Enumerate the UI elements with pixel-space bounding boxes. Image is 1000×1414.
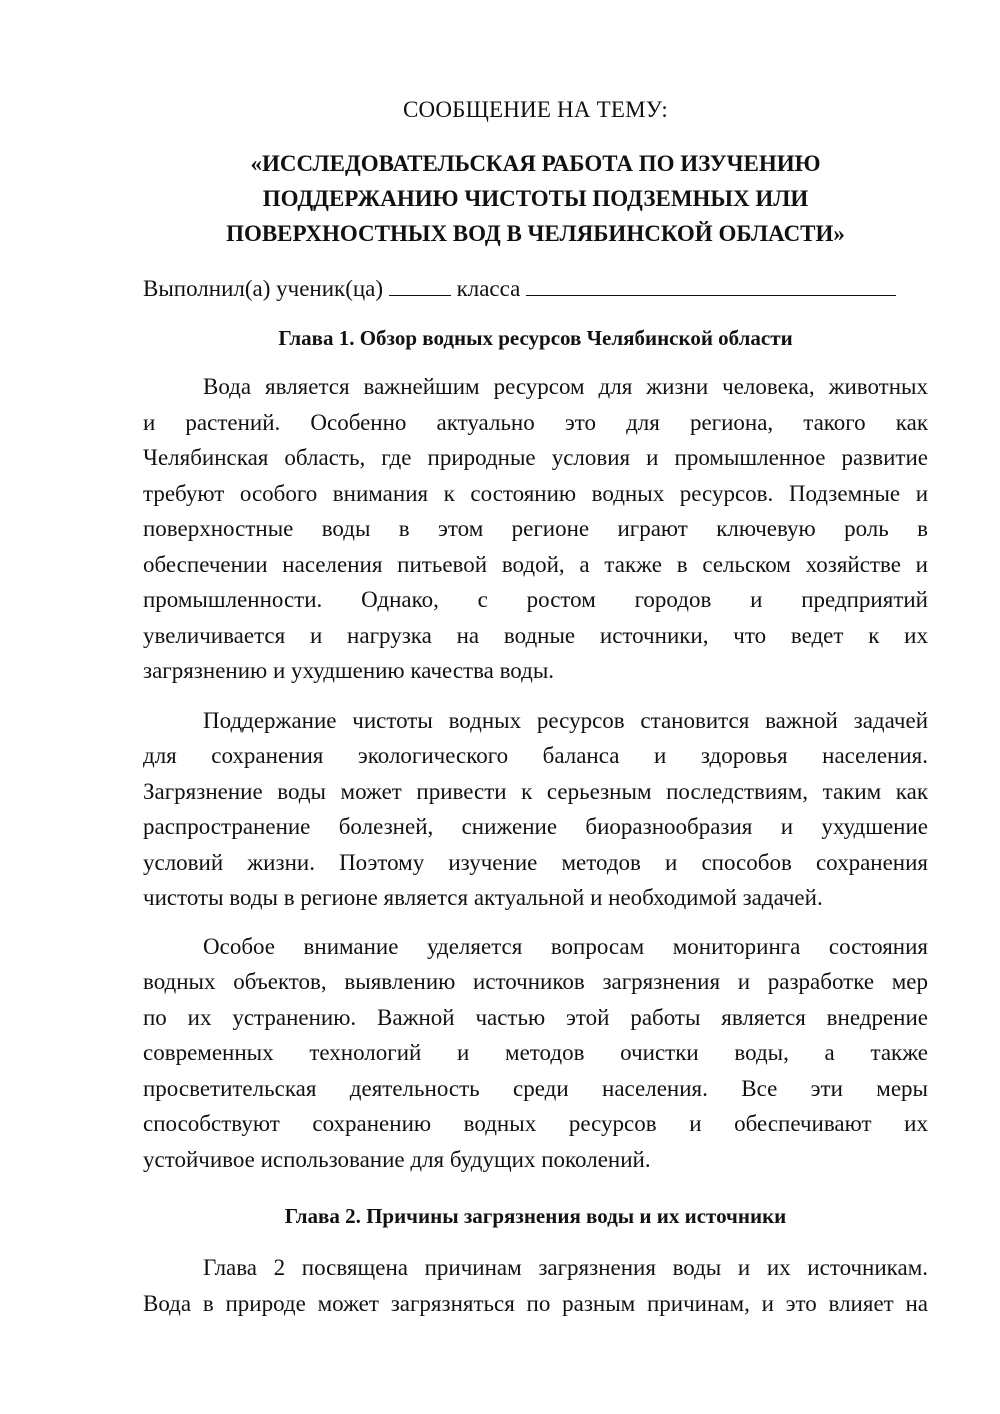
document-page [143, 92, 928, 1321]
paragraph-line: Особое внимание уделяется вопросам мониторинга состояния [203, 933, 928, 959]
paragraph-line: Вода является важнейшим ресурсом для жизни человека, животных [203, 374, 928, 399]
paragraph [143, 703, 928, 916]
paragraph-line: распространение болезней, снижение биоразнообразия и ухудшение [143, 814, 928, 839]
document-title [143, 146, 928, 251]
paragraph [143, 929, 928, 1178]
paragraph-line: и растений. Особенно актуально это для региона, такого как [143, 409, 928, 435]
chapter-2-heading: Глава 2. Причины загрязнения воды и их источники [284, 1204, 787, 1228]
paragraph-line: Загрязнение воды может привести к серьезным последствиям, таким как [143, 778, 928, 804]
paragraph-line: современных технологий и методов очистки воды, а также [143, 1040, 928, 1065]
paragraph-line: требуют особого внимания к состоянию водных ресурсов. Подземные и [143, 480, 928, 506]
document-header: СООБЩЕНИЕ НА ТЕМУ: [403, 97, 668, 122]
paragraph-line: способствуют сохранению водных ресурсов и обеспечивают их [143, 1111, 928, 1136]
chapter-1-heading: Глава 1. Обзор водных ресурсов Челябинской области [278, 326, 793, 350]
paragraph [143, 369, 928, 689]
paragraph-line: чистоты воды в регионе является актуальной и необходимой задачей. [143, 885, 823, 910]
paragraph-line: для сохранения экологического баланса и здоровья населения. [143, 743, 928, 768]
title-line: ПОДДЕРЖАНИЮ ЧИСТОТЫ ПОДЗЕМНЫХ ИЛИ [262, 186, 809, 211]
paragraph-line: устойчивое использование для будущих поколений. [143, 1146, 651, 1172]
paragraph-line: водных объектов, выявлению источников загрязнения и разработке мер [143, 969, 928, 994]
class-label: класса [456, 276, 521, 301]
title-line: «ИССЛЕДОВАТЕЛЬСКАЯ РАБОТА ПО ИЗУЧЕНИЮ [250, 151, 821, 176]
title-line: ПОВЕРХНОСТНЫХ ВОД В ЧЕЛЯБИНСКОЙ ОБЛАСТИ» [226, 221, 845, 246]
paragraph-line: поверхностные воды в этом регионе играют ключевую роль в [143, 516, 928, 541]
paragraph-line: по их устранению. Важной частью этой работы является внедрение [143, 1004, 928, 1030]
paragraph-line: увеличивается и нагрузка на водные источники, что ведет к их [143, 622, 928, 648]
paragraph-line: Челябинская область, где природные условия и промышленное развитие [143, 445, 928, 470]
paragraph [143, 1250, 928, 1321]
author-prefix: Выполнил(а) ученик(ца) [143, 276, 384, 301]
paragraph-line: обеспечении населения питьевой водой, а также в сельском хозяйстве и [143, 551, 928, 577]
paragraph-line: промышленности. Однако, с ростом городов и предприятий [143, 587, 928, 612]
author-line [143, 271, 928, 306]
paragraph-line: просветительская деятельность среди населения. Все эти меры [143, 1075, 928, 1101]
paragraph-line: загрязнению и ухудшению качества воды. [143, 658, 555, 683]
class-number-blank [389, 273, 451, 296]
paragraph-line: Глава 2 посвящена причинам загрязнения воды и их источникам. [203, 1255, 928, 1280]
paragraph-line: Вода в природе может загрязняться по разным причинам, и это влияет на [143, 1290, 928, 1316]
student-name-blank [526, 273, 896, 296]
paragraph-line: Поддержание чистоты водных ресурсов становится важной задачей [203, 707, 928, 733]
paragraph-line: условий жизни. Поэтому изучение методов и способов сохранения [143, 849, 928, 875]
